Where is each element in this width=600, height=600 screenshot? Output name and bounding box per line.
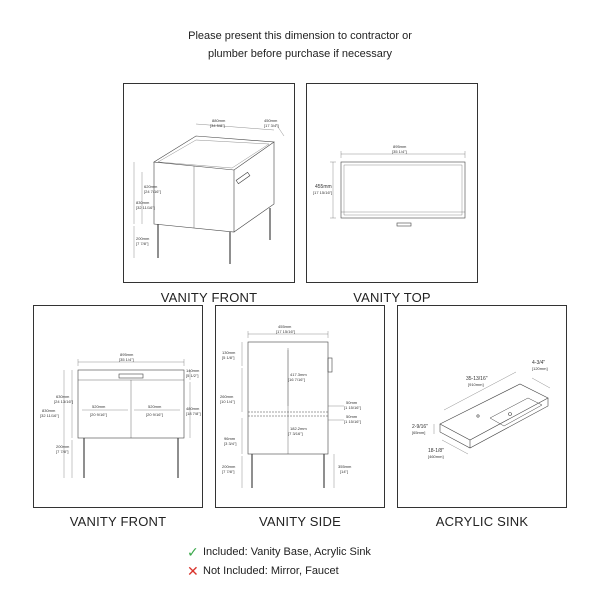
dim-door-r-in: [20 9/16"] [146, 412, 163, 417]
dim-s2-in: [1 15/16"] [344, 419, 361, 424]
dim-shelf: 260mm [220, 394, 234, 399]
dim-door-r: 520mm [148, 404, 162, 409]
dim-cab: 830mm [136, 200, 150, 205]
vanity-front-3d-drawing [124, 84, 296, 284]
dim-width: 455mm [278, 324, 292, 329]
dim-leg-in: [7 7/8"] [222, 469, 235, 474]
dim-width-in: [35 1/4"] [119, 357, 134, 362]
dim-door-l: 520mm [92, 404, 106, 409]
dim-right-h: 480mm [186, 406, 200, 411]
caption-vanity-front: VANITY FRONT [69, 514, 167, 529]
dim-width: 895mm [393, 144, 407, 149]
dim-depth-in: [17 3/4"] [264, 123, 279, 128]
dim-s2: 50mm [346, 414, 358, 419]
dim-top-h-in: [5 1/2"] [186, 373, 199, 378]
legend-not-included-text: Not Included: Mirror, Faucet [203, 565, 339, 577]
dim-top-in: [5 1/8"] [222, 355, 235, 360]
dim-height: 620mm [144, 184, 158, 189]
dim-right-h-in: [18 7/8"] [186, 411, 201, 416]
dim-depth-in: [17 15/16"] [313, 190, 333, 195]
intro-line-1: Please present this dimension to contractor or [188, 30, 412, 42]
dim-depth-mm: [120mm] [532, 366, 548, 371]
dim-width-in: [34 5/8"] [210, 123, 225, 128]
vanity-top-drawing [307, 84, 479, 284]
acrylic-sink-drawing [398, 306, 568, 509]
caption-vanity-front-3d: VANITY FRONT [160, 290, 258, 305]
dim-leg-r-in: [14"] [340, 469, 349, 474]
dim-width-mm: [460mm] [428, 454, 444, 459]
dim-height: 2-9/16" [412, 424, 428, 430]
dim-width: 895mm [120, 352, 134, 357]
dim-height-mm: [65mm] [412, 430, 426, 435]
dim-door-l-in: [20 9/16"] [90, 412, 107, 417]
dim-inner: 417.3mm [290, 372, 307, 377]
dim-leg: 200mm [56, 444, 70, 449]
dim-leg-r: 355mm [338, 464, 352, 469]
dim-leg-in: [7 7/8"] [56, 449, 69, 454]
dim-top: 130mm [222, 350, 236, 355]
dim-depth: 455mm [315, 184, 332, 190]
vanity-front-drawing [34, 306, 204, 509]
panel-acrylic-sink [397, 305, 567, 508]
dim-total-h: 830mm [42, 408, 56, 413]
dim-bottom-in: [7 3/16"] [288, 431, 303, 436]
dim-length: 35-13/16" [466, 376, 488, 382]
dim-total-h-in: [32 11/16"] [40, 413, 59, 418]
vanity-side-drawing [216, 306, 386, 509]
dim-depth: 4-3/4" [532, 360, 546, 366]
legend-included [187, 545, 371, 559]
dim-leg: 200mm [136, 236, 150, 241]
dim-width: 880mm [212, 118, 226, 123]
dim-s1-in: [1 15/16"] [344, 405, 361, 410]
dim-depth: 450mm [264, 118, 278, 123]
dim-left-h-in: [24 13/16"] [54, 399, 74, 404]
panel-vanity-top [306, 83, 478, 283]
dim-width-in: [35 1/4"] [392, 149, 407, 154]
panel-vanity-front-3d [123, 83, 295, 283]
dim-cab-in: [32 11/16"] [136, 205, 155, 210]
panel-vanity-front [33, 305, 203, 508]
dim-bottom: 182.2mm [290, 426, 307, 431]
dim-inner-in: [16 7/16"] [288, 377, 305, 382]
caption-acrylic-sink: ACRYLIC SINK [435, 514, 529, 529]
dim-base: 96mm [224, 436, 236, 441]
dim-top-h: 140mm [186, 368, 200, 373]
cross-icon: ✕ [187, 563, 199, 579]
dim-left-h: 630mm [56, 394, 70, 399]
caption-vanity-side: VANITY SIDE [259, 514, 341, 529]
legend-not-included [187, 564, 339, 578]
dim-leg-in: [7 7/8"] [136, 241, 149, 246]
dim-shelf-in: [10 1/4"] [220, 399, 235, 404]
caption-vanity-top: VANITY TOP [353, 290, 431, 305]
dim-length-mm: [910mm] [468, 382, 484, 387]
dim-width-in: [17 15/16"] [276, 329, 296, 334]
dim-leg: 200mm [222, 464, 236, 469]
dim-base-in: [3 3/4"] [224, 441, 237, 446]
intro-line-2: plumber before purchase if necessary [207, 48, 393, 60]
check-icon: ✓ [187, 544, 199, 560]
legend-included-text: Included: Vanity Base, Acrylic Sink [203, 546, 371, 558]
dim-height-in: [24 7/16"] [144, 189, 161, 194]
panel-vanity-side [215, 305, 385, 508]
dim-width: 18-1/8" [428, 448, 444, 454]
dim-s1: 50mm [346, 400, 358, 405]
